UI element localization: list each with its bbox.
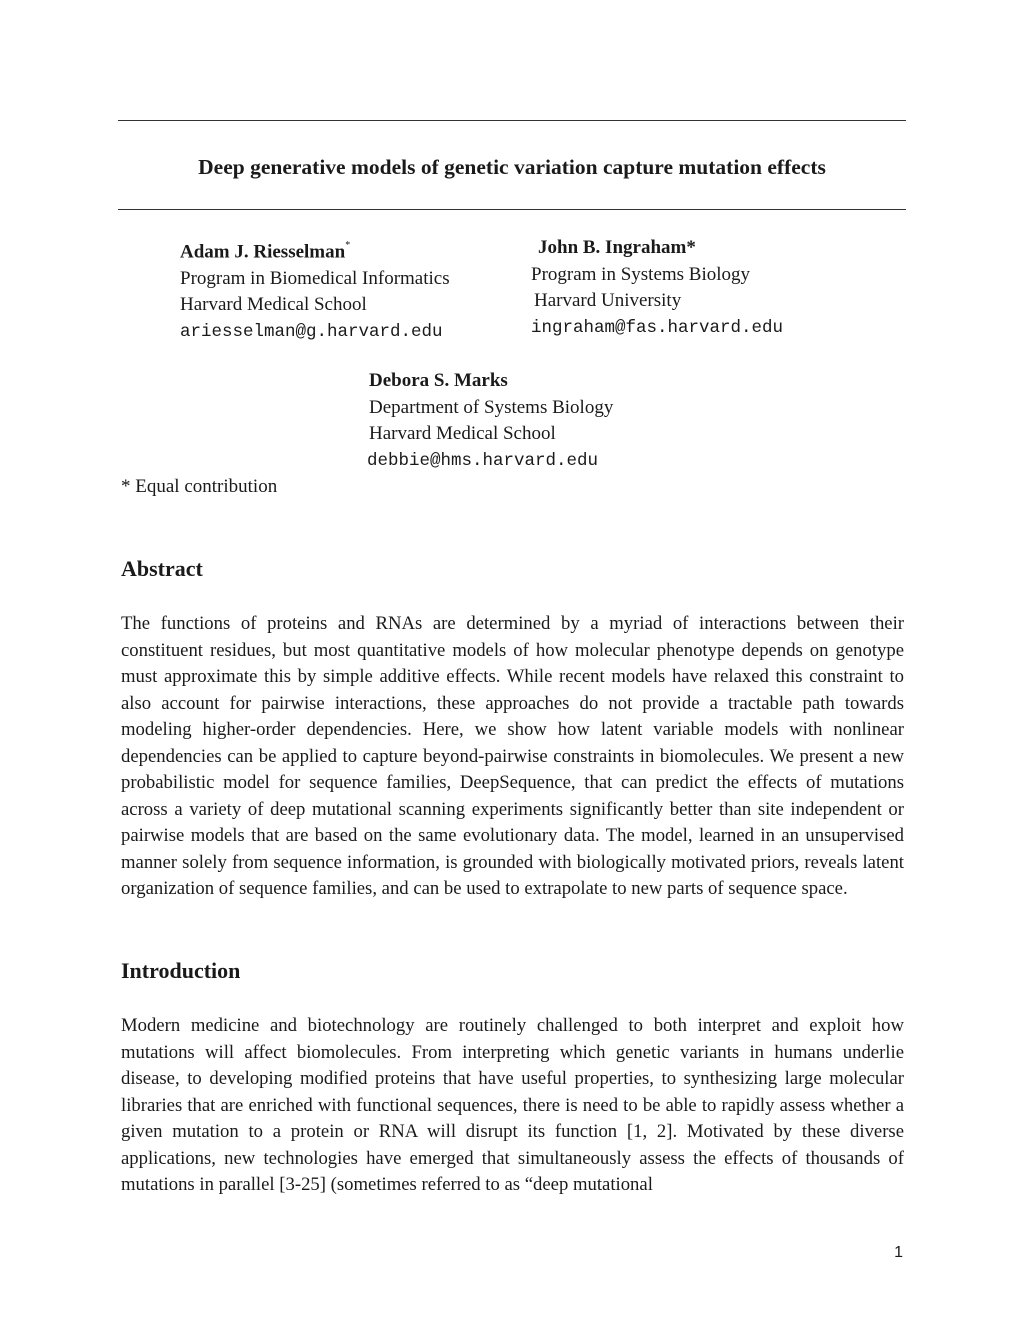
top-rule bbox=[118, 120, 906, 121]
author-name: John B. Ingraham* bbox=[538, 237, 696, 258]
author-block-riesselman bbox=[180, 235, 450, 345]
abstract-body: The functions of proteins and RNAs are determined by a myriad of interactions between their constituent residues, but most quantitative models of how molecular phenotype depends on genotype must approximate this by simple additive effects. While recent models have relaxed this constraint to also account for pairwise interactions, these approaches do not provide a tractable path towards modeling higher-order dependencies. Here, we show how latent variable models with nonlinear dependencies can be applied to capture beyond-pairwise constraints in biomolecules. We present a new probabilistic model for sequence families, DeepSequence, that can predict the effects of mutations across a variety of deep mutational scanning experiments significantly better than site independent or pairwise models that are based on the same evolutionary data. The model, learned in an unsupervised manner solely from sequence information, is grounded with biologically motivated priors, reveals latent organization of sequence families, and can be used to extrapolate to new parts of sequence space. bbox=[121, 613, 904, 900]
equal-contribution-note: * Equal contribution bbox=[121, 476, 278, 497]
author-institution: Harvard Medical School bbox=[369, 423, 556, 444]
author-institution: Harvard Medical School bbox=[180, 294, 367, 316]
author-email[interactable]: debbie@hms.harvard.edu bbox=[367, 450, 599, 471]
abstract-heading: Abstract bbox=[121, 556, 203, 581]
author-email[interactable]: ingraham@fas.harvard.edu bbox=[531, 317, 784, 338]
title-rule bbox=[118, 209, 906, 210]
author-institution: Harvard University bbox=[534, 290, 682, 311]
author-block-ingraham bbox=[531, 235, 783, 341]
introduction-heading: Introduction bbox=[121, 958, 241, 983]
author-email[interactable]: ariesselman@g.harvard.edu bbox=[180, 321, 443, 342]
author-mark: * bbox=[345, 240, 351, 251]
author-affiliation: Department of Systems Biology bbox=[369, 396, 614, 418]
author-name: Adam J. Riesselman* bbox=[180, 240, 351, 263]
page-number: 1 bbox=[894, 1244, 903, 1261]
author-affiliation: Program in Systems Biology bbox=[531, 263, 751, 285]
author-affiliation: Program in Biomedical Informatics bbox=[180, 267, 450, 289]
author-name: Debora S. Marks bbox=[369, 370, 508, 391]
introduction-body: Modern medicine and biotechnology are routinely challenged to both interpret and exploit how mutations will affect biomolecules. From interpreting which genetic variants in humans underlie disease, to developing modified proteins that have useful properties, to synthesizing large molecular libraries that are enriched with functional sequences, there is need to be able to rapidly assess whether a given mutation to a protein or RNA will disrupt its function [1, 2]. Motivated by these diverse applications, new technologies have emerged that simultaneously assess the effects of thousands of mutations in parallel [3-25] (sometimes referred to as “deep mutational bbox=[121, 1015, 904, 1196]
author-block-marks bbox=[369, 368, 613, 474]
paper-title: Deep generative models of genetic variation capture mutation effects bbox=[198, 155, 826, 179]
